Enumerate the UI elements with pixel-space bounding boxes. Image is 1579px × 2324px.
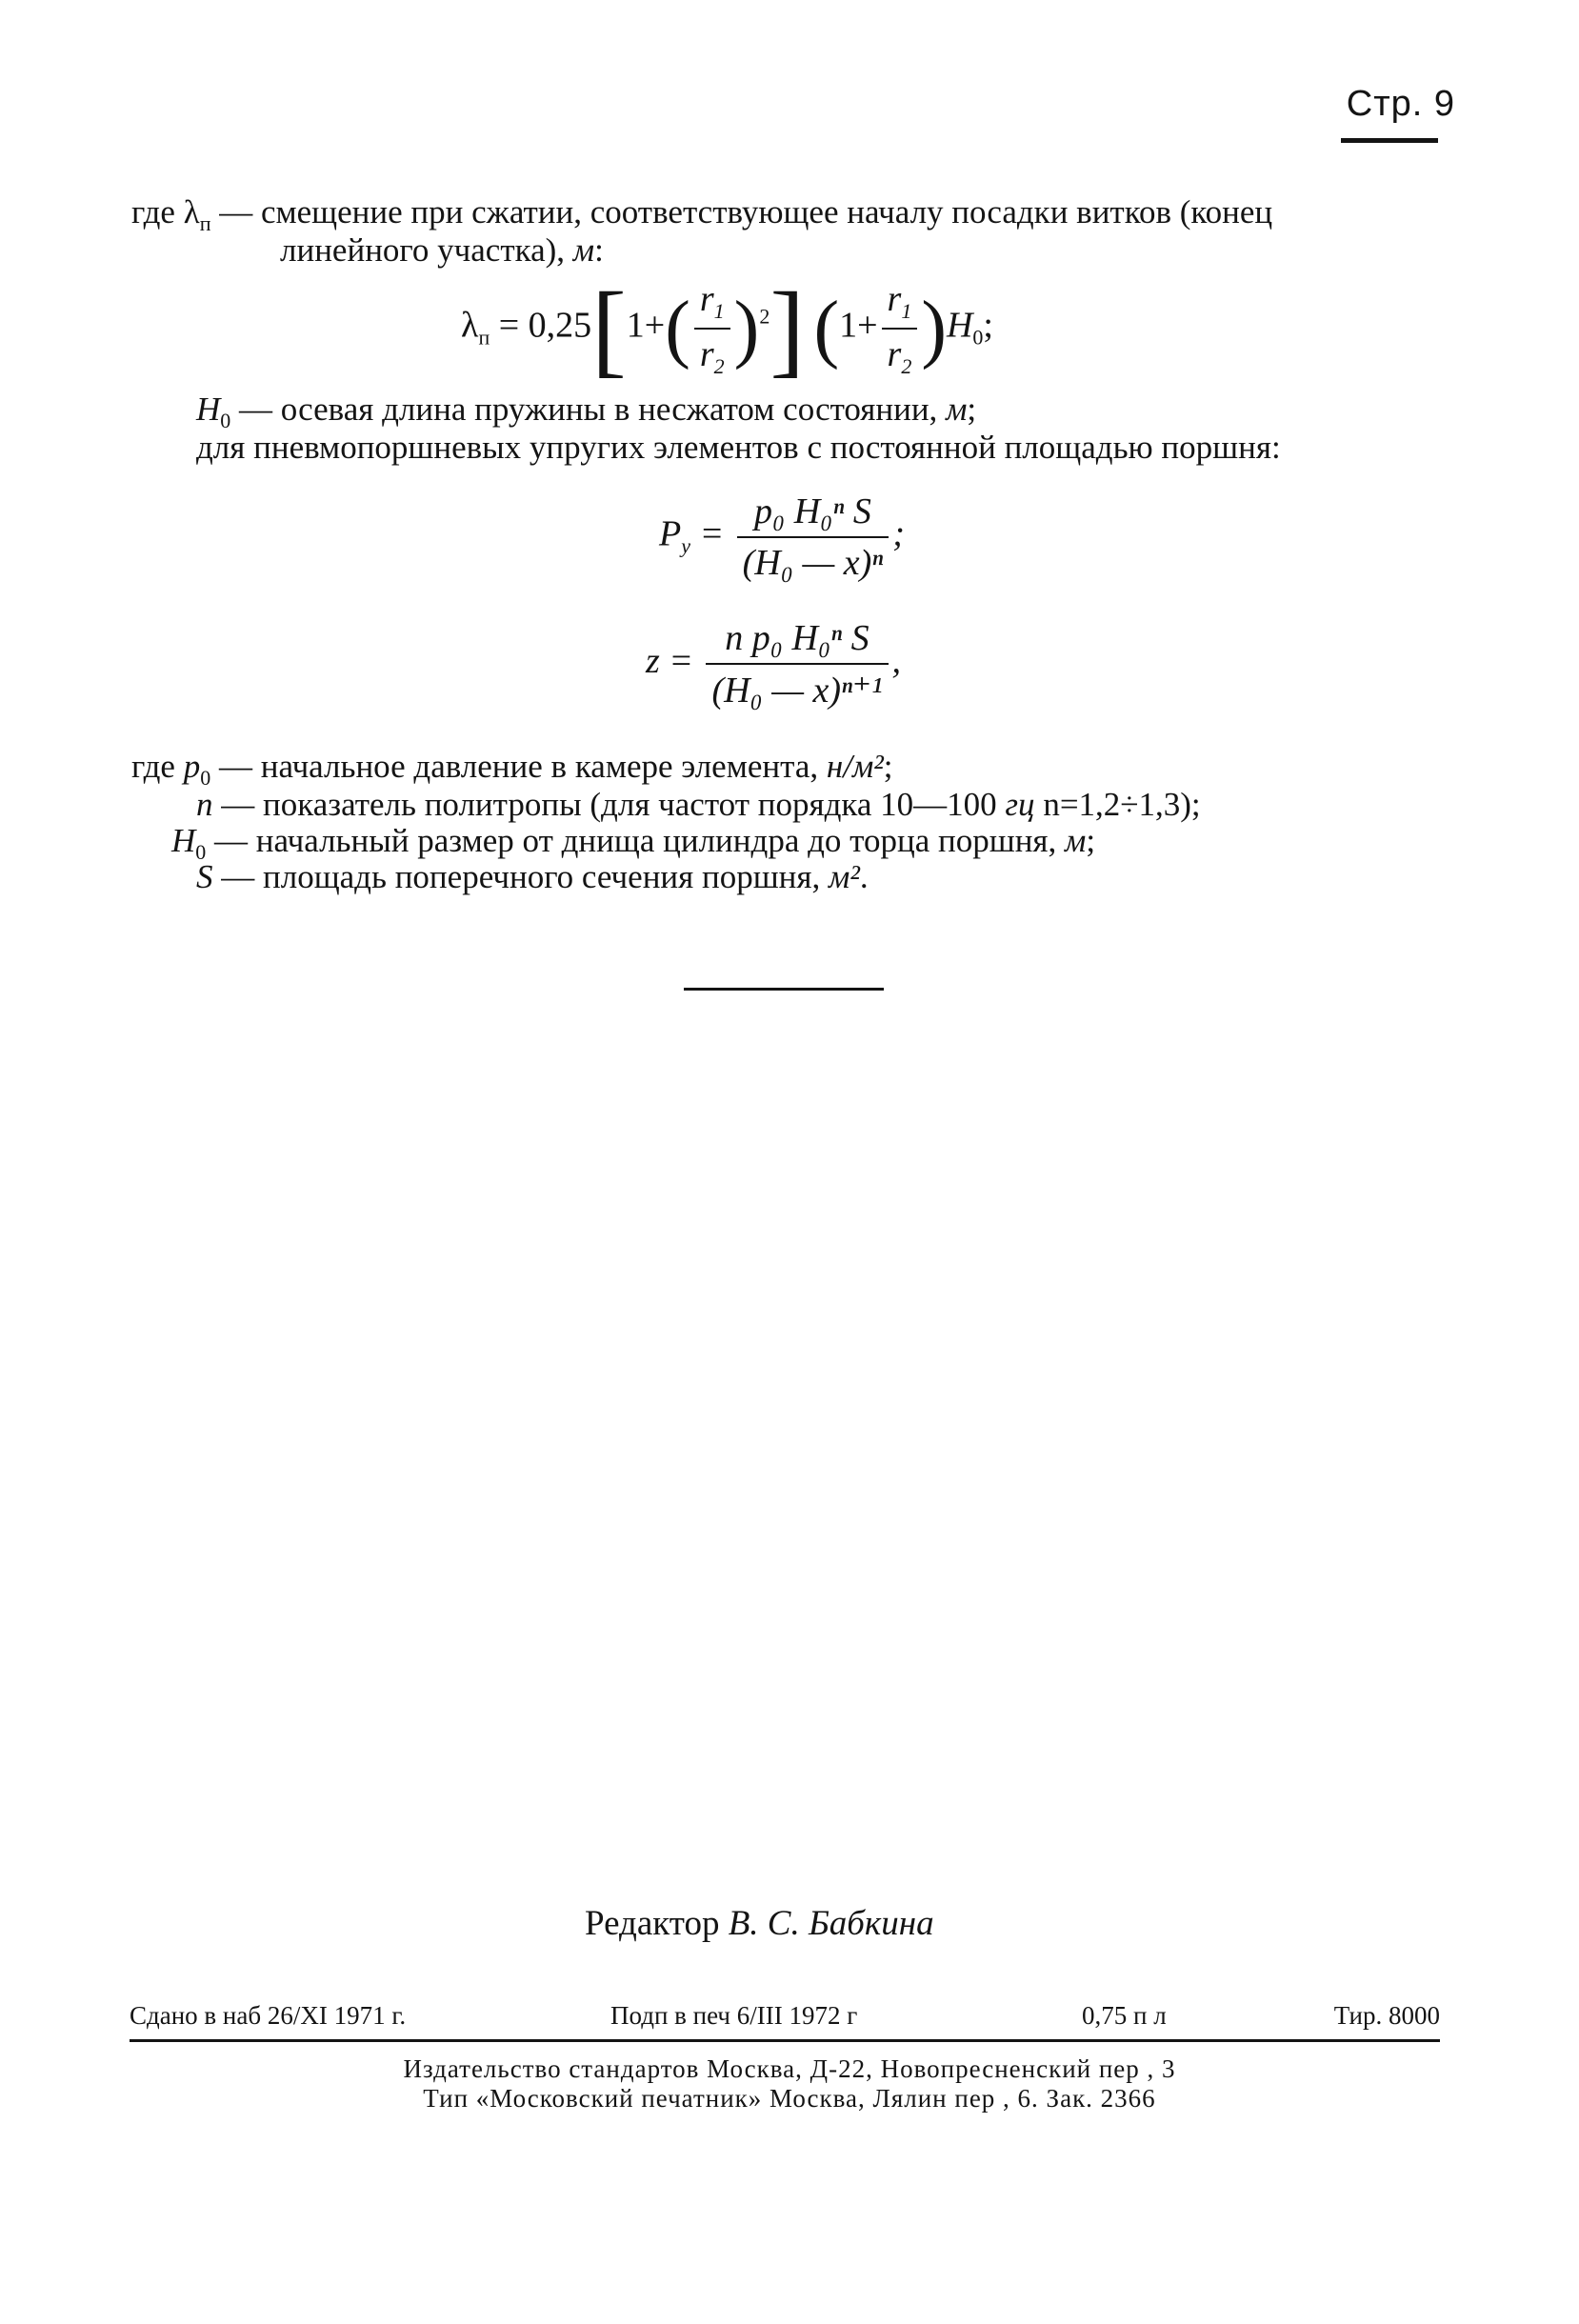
formula2-end: ; [892,513,905,554]
fraction-r1-r2-second [882,278,918,379]
formula2-denominator: (H₀ — x)ⁿ [737,536,889,584]
lambda-unit: м [572,231,595,269]
formula1-one-plus-2: 1+ [839,305,878,346]
formula-lambda [461,270,993,387]
formula1-end: ; [983,305,993,346]
h0-subscript: 0 [220,409,231,432]
formula1-h-sub: 0 [972,325,984,350]
pneumo-intro: для пневмопоршневых упругих элементов с постоянной площадью поршня: [196,429,1281,466]
left-paren-icon: ( [665,287,690,371]
formula2-lhs: P [659,513,682,554]
r1-symbol-2: r [887,279,902,319]
formula1-lhs-sub: п [478,325,490,350]
definition-n [196,786,1201,824]
publisher-line-2: Тип «Московский печатник» Москва, Лялин пер , 6. Зак. 2366 [423,2084,1156,2113]
formula1-lhs: λ [461,305,479,346]
def-h0-sub: 0 [195,840,207,864]
lambda-lead: где λ [131,193,200,230]
def-n-text: — показатель политропы (для частот порядка 10—100 [212,786,1006,823]
fraction-py [737,491,889,584]
r2-symbol: r [699,334,714,374]
def-s-text: — площадь поперечного сечения поршня, [212,858,829,895]
def-h0-end: ; [1086,822,1096,859]
def-s-symbol: S [196,858,213,895]
def-n-unit: гц [1005,786,1035,823]
right-paren-icon-2: ) [921,287,947,371]
def-h0-symbol: H [171,822,196,859]
formula1-eq: = 0,25 [490,305,592,346]
h0-text: — осевая длина пружины в несжатом состоянии, [230,391,947,428]
fraction-z [706,617,888,711]
left-paren-icon-2: ( [813,287,840,371]
formula1-h: H [946,305,973,346]
formula1-exponent: 2 [759,304,770,329]
editor-line [585,1903,934,1944]
formula2-lhs-sub: у [681,533,690,558]
def-h0-unit: м [1065,822,1087,859]
formula3-lhs: z [646,641,660,682]
r2-sub-2: 2 [901,354,912,378]
r1-sub-2: 1 [901,299,912,323]
imprint-submitted: Сдано в наб 26/XI 1971 г. [130,2001,407,2030]
r2-sub: 2 [713,354,725,378]
left-bracket-icon: [ [591,270,627,387]
lambda-text: — смещение при сжатии, соответствующее началу посадки витков (конец [210,193,1273,230]
r1-sub: 1 [713,299,725,323]
imprint-rule [130,2039,1440,2042]
fraction-r1-r2 [694,278,730,379]
def-p0-lead: где [131,748,184,785]
formula3-end: , [891,641,901,682]
def-p0-text: — начальное давление в камере элемента, [210,748,827,785]
def-s-end: . [859,858,869,895]
formula1-one-plus: 1+ [626,305,666,346]
right-bracket-icon: ] [770,270,805,387]
lambda-colon: : [594,231,604,269]
imprint-sheets: 0,75 п л [1082,2001,1167,2030]
lambda-subscript: п [199,211,211,235]
formula2-numerator: p₀ H₀ⁿ S [754,491,871,531]
def-n-symbol: n [196,786,213,823]
page-number-underline [1341,138,1438,143]
formula-py: $P_у$ = $\frac{\text{p₀ H₀ⁿ S}}{\text{(H₀ — x)ⁿ}}$ ; [659,491,905,583]
def-h0-text: — начальный размер от днища цилиндра до торца поршня, [206,822,1066,859]
h0-unit: м [946,391,968,428]
right-paren-icon: ) [733,287,760,371]
publisher-line-1: Издательство стандартов Москва, Д-22, Новопресненский пер , 3 [403,2054,1176,2083]
section-divider [684,988,884,991]
lambda-text-cont: линейного участка), [280,231,573,269]
imprint-signed: Подп в печ 6/III 1972 г [610,2001,858,2030]
r1-symbol: r [699,279,714,319]
formula3-denominator: (H₀ — x)ⁿ⁺¹ [706,663,888,711]
def-n-end: n=1,2÷1,3); [1034,786,1201,823]
definition-s [196,858,869,896]
formula-z: z = $\frac{\text{n p₀ H₀ⁿ S}}{\text{(H₀ — x)ⁿ⁺¹}}$ , [646,618,901,711]
def-p0-symbol: p [183,748,201,785]
r2-symbol-2: r [887,334,902,374]
def-p0-unit: н/м² [826,748,884,785]
h0-symbol: H [196,391,221,428]
def-p0-end: ; [883,748,893,785]
imprint-print-run: Тир. 8000 [1333,2001,1440,2030]
def-s-unit: м² [829,858,860,895]
editor-label: Редактор [585,1904,729,1943]
h0-end: ; [967,391,977,428]
editor-name: В. С. Бабкина [728,1904,934,1943]
def-p0-sub: 0 [200,766,211,790]
page-number: Стр. 9 [1346,84,1455,124]
formula3-numerator: n p₀ H₀ⁿ S [725,618,869,658]
definition-lambda-cont [280,231,604,270]
